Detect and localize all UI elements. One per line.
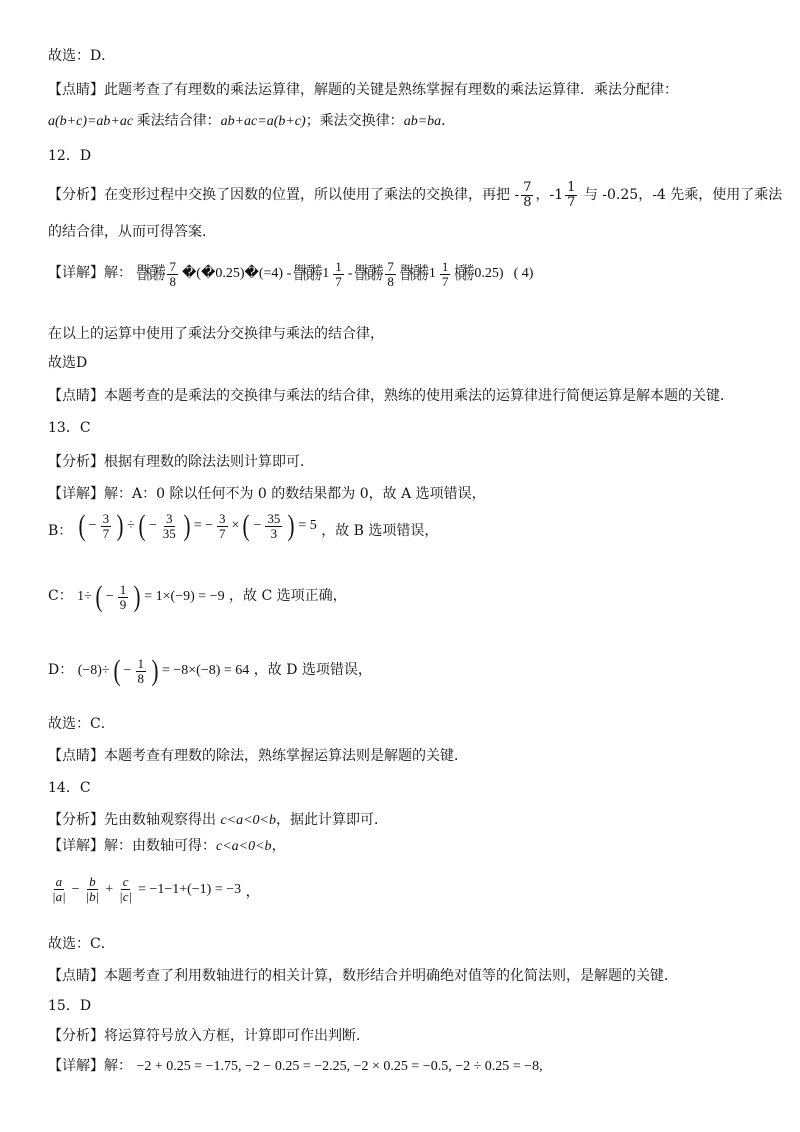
denominator: 3 <box>270 525 278 541</box>
paren: ( <box>242 509 250 542</box>
detail-absolute-value-expression <box>48 862 260 910</box>
fraction <box>101 512 112 541</box>
fraction <box>385 260 396 289</box>
analysis-paragraph: 【分析】将运算符号放入方框，计算即可作出判断． <box>48 1028 370 1044</box>
text: �(�0.25)�(=4) - <box>181 266 292 281</box>
text: ；乘法交换律： <box>305 114 404 129</box>
denominator: |a| <box>52 889 66 904</box>
option-label: B： <box>48 523 73 539</box>
text: 0.25) <box>474 266 504 281</box>
detail-option-a: 【详解】解：A：0 除以任何不为 0 的数结果都为 0，故 A 选项错误， <box>48 486 486 502</box>
text: 与 -0.25，-4 先乘，使用了乘法 <box>579 187 783 203</box>
comment-paragraph: 【点睛】本题考查的是乘法的交换律与乘法的结合律，熟练的使用乘法的运算律进行简便运算是解本题的关键． <box>48 388 734 404</box>
comment-paragraph: 【点睛】此题考查了有理数的乘法运算律，解题的关键是熟练掌握有理数的乘法运算律．乘法分配律： <box>48 82 678 98</box>
fraction <box>217 512 228 541</box>
operator: − <box>71 881 80 897</box>
numerator: 1 <box>137 655 144 671</box>
option-d-expression <box>78 649 250 693</box>
numerator: c <box>122 874 129 889</box>
inequality: c<a<0<b <box>220 813 277 828</box>
text: 【分析】先由数轴观察得出 <box>48 812 221 828</box>
question-number: 14．C <box>48 780 91 796</box>
fraction <box>521 181 533 210</box>
fraction <box>84 875 102 904</box>
numerator: b <box>89 874 96 889</box>
text: ，故 B 选项错误， <box>321 523 439 539</box>
numerator: 7 <box>387 258 394 274</box>
analysis-paragraph: 【分析】根据有理数的除法法则计算即可． <box>48 454 314 470</box>
answer-line: 故选：C． <box>48 936 115 952</box>
text: ( 4) <box>513 266 534 281</box>
text: 乘法结合律： <box>133 114 221 129</box>
paren: ( <box>78 509 86 542</box>
text: 1 <box>428 266 436 281</box>
denominator: 8 <box>523 194 532 210</box>
detail-line <box>48 836 286 857</box>
paren: ( <box>138 509 146 542</box>
formula-commutative: ab=ba <box>403 114 442 129</box>
denominator: |c| <box>119 889 133 904</box>
denominator: 7 <box>567 194 576 210</box>
garbled-glyphs: 槓椦 <box>454 262 473 284</box>
comment-paragraph: 【点睛】本题考查有理数的除法，熟练掌握运算法则是解题的关键． <box>48 748 468 764</box>
text: ，故 D 选项错误， <box>253 662 372 678</box>
numerator: 3 <box>166 510 173 526</box>
denominator: 8 <box>387 273 394 289</box>
detail-line <box>48 1056 543 1077</box>
garbled-expression <box>136 257 533 291</box>
operator: ÷ <box>127 518 135 533</box>
fraction <box>161 512 178 541</box>
text: (−8)÷ <box>77 663 110 678</box>
text: ． <box>441 114 456 129</box>
paren: ) <box>183 509 191 542</box>
option-label: C： <box>48 588 73 604</box>
numerator: 35 <box>267 510 281 526</box>
equals: = 5 <box>298 518 317 533</box>
garbled-glyphs: 䁷槓椦 <box>399 262 427 284</box>
text: ，故 C 选项正确， <box>229 588 347 604</box>
numerator: 3 <box>102 510 110 526</box>
equals: = − <box>193 518 214 533</box>
minus: − <box>123 663 132 678</box>
fraction <box>440 260 451 289</box>
fraction <box>565 181 577 210</box>
numerator: a <box>55 874 63 889</box>
fraction <box>118 583 129 612</box>
option-label: D： <box>48 662 74 678</box>
paren: ) <box>151 654 159 687</box>
inequality: c<a<0<b <box>216 839 272 854</box>
answer-line: 故选D <box>48 355 88 371</box>
paren: ) <box>287 509 295 542</box>
text: = 1×(−9) = −9 <box>144 589 225 604</box>
denominator: 7 <box>102 525 110 541</box>
garbled-glyphs: 䁷槓椦 <box>354 262 382 284</box>
denominator: 8 <box>137 670 144 686</box>
option-b-expression <box>77 504 317 548</box>
text: 1÷ <box>77 589 92 604</box>
operator: + <box>105 881 114 897</box>
numerator: 7 <box>523 179 532 195</box>
analysis-continued: 的结合律，从而可得答案． <box>48 224 216 240</box>
text: = −8×(−8) = 64 <box>162 663 250 678</box>
detail-option-d <box>48 648 372 693</box>
formula-distributive: a(b+c)=ab+ac <box>48 114 134 129</box>
text: ， <box>245 884 260 900</box>
paren: ( <box>113 654 121 687</box>
minus: − <box>105 589 114 604</box>
question-number: 12．D <box>48 148 92 164</box>
numerator: 1 <box>335 258 342 274</box>
text: ，据此计算即可． <box>276 812 389 828</box>
denominator: 7 <box>441 273 449 289</box>
denominator: |b| <box>85 889 100 904</box>
numerator: 3 <box>219 510 226 526</box>
fraction <box>265 512 282 541</box>
denominator: 35 <box>162 525 176 541</box>
paren: ) <box>133 580 141 613</box>
garbled-glyphs: 䁷槓椦 <box>136 262 164 284</box>
denominator: 7 <box>335 273 342 289</box>
text: 【分析】在变形过程中交换了因数的位置，所以使用了乘法的交换律，再把 - <box>48 187 520 203</box>
minus: − <box>253 518 262 533</box>
fraction <box>117 875 134 904</box>
option-c-expression <box>77 575 224 619</box>
denominator: 7 <box>219 525 226 541</box>
fraction <box>136 657 147 686</box>
analysis-paragraph <box>48 180 782 210</box>
detail-conclusion: 在以上的运算中使用了乘法分交换律与乘法的结合律， <box>48 326 384 342</box>
text: ，-1 <box>535 187 564 203</box>
denominator: 9 <box>119 596 127 612</box>
numerator: 1 <box>441 258 449 274</box>
formula-associative: ab+ac=a(b+c) <box>220 114 306 129</box>
comment-paragraph: 【点睛】本题考查了利用数轴进行的相关计算，数形结合并明确绝对值等的化简法则，是解题的关键． <box>48 968 678 984</box>
computation: −2 + 0.25 = −1.75, −2 − 0.25 = −2.25, −2 × 0.25 = −0.5, −2 ÷ 0.25 = −8, <box>136 1059 543 1074</box>
numerator: 1 <box>119 581 127 597</box>
laws-line <box>48 112 455 132</box>
text: - <box>347 266 353 281</box>
answer-line: 故选：C． <box>48 716 115 732</box>
text: 1 <box>322 266 330 281</box>
text: 【详解】解： <box>48 1058 132 1074</box>
text: ， <box>271 838 286 854</box>
paren: ( <box>95 580 103 613</box>
abs-expression <box>48 870 241 910</box>
text: 【详解】解： <box>48 265 132 281</box>
analysis-paragraph <box>48 810 388 831</box>
detail-option-c <box>48 574 347 619</box>
paren: ) <box>116 509 124 542</box>
numerator: 7 <box>169 258 176 274</box>
text: = −1−1+(−1) = −3 <box>138 881 242 897</box>
fraction <box>333 260 344 289</box>
minus: − <box>148 518 157 533</box>
fraction <box>50 875 68 904</box>
denominator: 8 <box>169 273 176 289</box>
fraction <box>167 260 178 289</box>
numerator: 1 <box>567 179 576 195</box>
answer-line: 故选：D． <box>48 48 116 64</box>
detail-garbled-math <box>48 256 533 291</box>
operator: × <box>231 518 240 533</box>
text: 【详解】解：由数轴可得： <box>48 838 216 854</box>
garbled-glyphs: 䁷槓椦 <box>293 262 321 284</box>
question-number: 13．C <box>48 420 91 436</box>
detail-option-b <box>48 504 438 553</box>
minus: − <box>88 518 97 533</box>
question-number: 15．D <box>48 998 92 1014</box>
